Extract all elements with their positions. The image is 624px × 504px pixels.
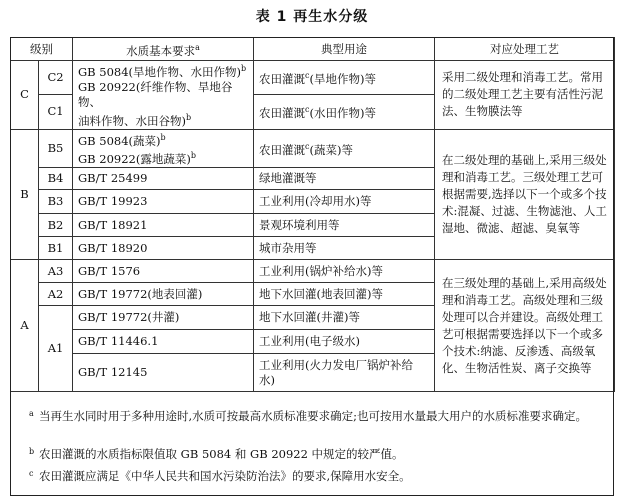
- quality-b1: GB/T 18920: [73, 237, 254, 260]
- sub-grade-a2: A2: [39, 283, 73, 306]
- sub-grade-a3: A3: [39, 260, 73, 283]
- quality-a1-1: GB/T 19772(井灌): [73, 306, 254, 330]
- table-notes: [10, 398, 614, 496]
- sub-grade-b3: B3: [39, 190, 73, 214]
- header-level: 级别: [11, 38, 73, 61]
- header-row: [11, 38, 615, 61]
- use-b2: 景观环境利用等: [254, 214, 435, 237]
- sub-grade-c2: C2: [39, 61, 73, 95]
- use-a3: 工业利用(锅炉补给水)等: [254, 260, 435, 283]
- quality-c: GB 5084(旱地作物、水田作物)$^b$ GB 20922(纤维作物、旱地谷物、 油料作物、水田谷物)$^b$: [73, 61, 254, 130]
- use-a1-1: 地下水回灌(井灌)等: [254, 306, 435, 330]
- table-title: 表 1 再生水分级: [255, 9, 369, 25]
- header-process: 对应处理工艺: [435, 38, 615, 61]
- grade-a: A: [11, 260, 39, 392]
- sub-grade-a1: A1: [39, 306, 73, 392]
- use-b3: 工业利用(冷却用水)等: [254, 190, 435, 214]
- grade-b: B: [11, 129, 39, 260]
- table-row: [11, 129, 615, 168]
- note-b: b 农田灌溉的水质指标限值取 GB 5084 和 GB 20922 中规定的较严值。: [29, 447, 404, 461]
- quality-b3: GB/T 19923: [73, 190, 254, 214]
- quality-b4: GB/T 25499: [73, 168, 254, 190]
- use-a1-3: 工业利用(火力发电厂锅炉补给 水): [254, 354, 435, 392]
- note-c: c 农田灌溉应满足《中华人民共和国水污染防治法》的要求,保障用水安全。: [29, 469, 411, 483]
- quality-a3: GB/T 1576: [73, 260, 254, 283]
- use-c2: 农田灌溉$^c$(旱地作物)等: [254, 61, 435, 95]
- header-quality: 水质基本要求$^a$: [73, 38, 254, 61]
- use-c1: 农田灌溉$^c$(水田作物)等: [254, 94, 435, 129]
- quality-b2: GB/T 18921: [73, 214, 254, 237]
- process-a: 在三级处理的基础上,采用高级处理和消毒工艺。高级处理和三级处理可以合并建设。高级处理工艺可根据需要选择以下一个或多个技术:纳滤、反渗透、高级氧化、生物活性炭、离子交换等: [435, 260, 615, 392]
- use-a2: 地下水回灌(地表回灌)等: [254, 283, 435, 306]
- use-b5: 农田灌溉$^c$(蔬菜)等: [254, 129, 435, 168]
- quality-a2: GB/T 19772(地表回灌): [73, 283, 254, 306]
- process-c: 采用二级处理和消毒工艺。常用的二级处理工艺主要有活性污泥法、生物膜法等: [435, 61, 615, 130]
- sub-grade-b4: B4: [39, 168, 73, 190]
- sub-grade-b5: B5: [39, 129, 73, 168]
- quality-b5: GB 5084(蔬菜)$^b$ GB 20922(露地蔬菜)$^b$: [73, 129, 254, 168]
- use-a1-2: 工业利用(电子级水): [254, 330, 435, 354]
- process-b: 在二级处理的基础上,采用三级处理和消毒工艺。三级处理工艺可根据需要,选择以下一个或多个技术:混凝、过滤、生物滤池、人工湿地、微滤、超滤、臭氧等: [435, 129, 615, 260]
- table-row: [11, 61, 615, 95]
- note-a: a 当再生水同时用于多种用途时,水质可按最高水质标准要求确定;也可按用水量最大用户的水质标准要求确定。: [29, 409, 588, 423]
- sub-grade-b2: B2: [39, 214, 73, 237]
- quality-a1-3: GB/T 12145: [73, 354, 254, 392]
- reclaimed-water-grading-table: [10, 37, 615, 392]
- header-use: 典型用途: [254, 38, 435, 61]
- table-row: [11, 260, 615, 283]
- grade-c: C: [11, 61, 39, 130]
- quality-a1-2: GB/T 11446.1: [73, 330, 254, 354]
- use-b1: 城市杂用等: [254, 237, 435, 260]
- sub-grade-b1: B1: [39, 237, 73, 260]
- sub-grade-c1: C1: [39, 94, 73, 129]
- use-b4: 绿地灌溉等: [254, 168, 435, 190]
